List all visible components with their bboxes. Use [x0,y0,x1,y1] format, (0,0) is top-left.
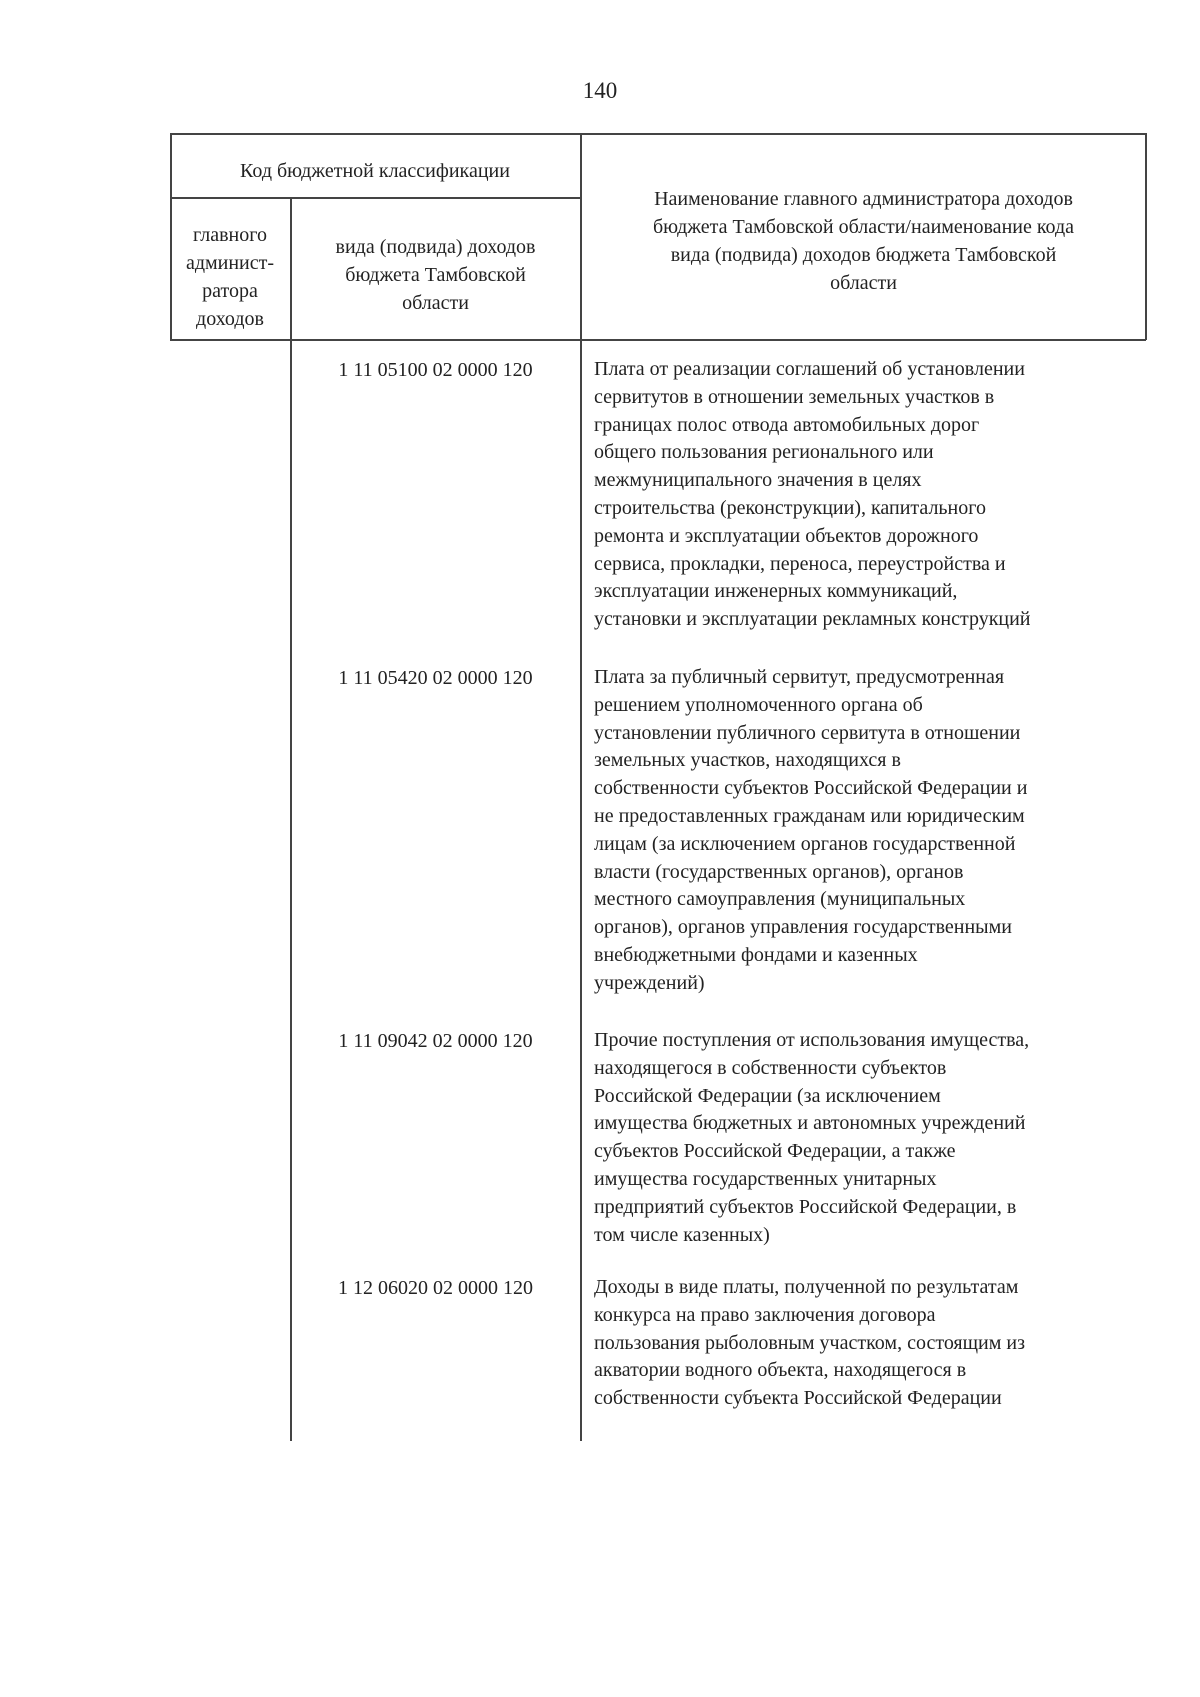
header-income-code-column [291,233,580,317]
text-line: эксплуатации инженерных коммуникаций, [594,580,958,603]
text-line: Доходы в виде платы, полученной по результатам [594,1276,1019,1298]
text-line: строительства (реконструкции), капитального [594,496,986,519]
income-name-cell [594,664,1142,998]
income-name-cell [594,1274,1142,1413]
text-line: общего пользования регионального или [594,441,934,464]
text-line: ремонта и эксплуатации объектов дорожного [594,524,979,547]
header-admin-line: админист- [185,252,275,274]
header-name-line: вида (подвида) доходов бюджета Тамбовской [670,244,1057,266]
text-line: Прочие поступления от использования имущества, [594,1029,1030,1051]
header-subgroup-divider [170,197,580,199]
text-line: решением уполномоченного органа об [594,693,923,716]
header-name-line: области [830,272,897,294]
header-name-line: бюджета Тамбовской области/наименование кода [652,216,1075,238]
header-group-title: Код бюджетной классификации [240,160,510,182]
text-line: акватории водного объекта, находящегося в [594,1359,967,1382]
text-line: сервитутов в отношении земельных участков в [594,385,995,408]
page-number: 140 [582,78,618,103]
header-admin-line: главного [193,224,267,246]
income-name-cell [594,356,1142,634]
text-line: предприятий субъектов Российской Федерации, в [594,1195,1017,1218]
text-line: не предоставленных гражданам или юридическим [594,804,1025,827]
text-line: конкурса на право заключения договора [594,1303,936,1326]
text-line: сервиса, прокладки, переноса, переустройства и [594,552,1006,575]
text-line: Российской Федерации (за исключением [594,1084,941,1107]
text-line: местного самоуправления (муниципальных [594,888,966,911]
header-income-code-line: области [402,292,469,314]
text-line: установлении публичного сервитута в отношении [594,721,1021,744]
income-code-cell: 1 11 09042 02 0000 120 [338,1030,533,1052]
text-line: том числе казенных) [594,1223,770,1246]
income-code-cell: 1 12 06020 02 0000 120 [338,1277,533,1299]
table-top-border [170,133,1146,135]
text-line: установки и эксплуатации рекламных конструкций [594,608,1031,631]
header-bottom-border [170,339,1146,341]
text-line: субъектов Российской Федерации, а также [594,1140,956,1163]
income-name-cell [594,1027,1142,1249]
text-line: власти (государственных органов), органов [594,860,964,883]
header-name-line: Наименование главного администратора доходов [654,188,1073,210]
text-line: пользования рыболовным участком, состоящим из [594,1331,1025,1354]
text-line: лицам (за исключением органов государственной [594,832,1016,855]
text-line: границах полос отвода автомобильных дорог [594,413,980,436]
text-line: учреждений) [594,971,705,994]
text-line: межмуниципального значения в целях [594,469,922,492]
text-line: собственности субъекта Российской Федерации [594,1387,1002,1410]
text-line: органов), органов управления государственными [594,916,1012,939]
header-income-code-line: вида (подвида) доходов [335,236,536,258]
text-line: внебюджетными фондами и казенных [594,943,918,966]
text-line: собственности субъектов Российской Федерации и [594,777,1028,800]
header-name-column [581,185,1146,297]
income-code-cell: 1 11 05420 02 0000 120 [338,667,533,689]
text-line: имущества государственных унитарных [594,1167,937,1190]
text-line: имущества бюджетных и автономных учреждений [594,1112,1026,1135]
header-admin-column [170,221,290,333]
text-line: находящегося в собственности субъектов [594,1056,947,1079]
header-income-code-line: бюджета Тамбовской [345,264,526,286]
text-line: земельных участков, находящихся в [594,749,901,772]
header-admin-line: доходов [196,308,264,330]
header-admin-line: ратора [202,280,258,302]
budget-classification-table [170,133,1146,1441]
text-line: Плата за публичный сервитут, предусмотренная [594,666,1005,688]
column-divider-name [580,133,582,1441]
income-code-cell: 1 11 05100 02 0000 120 [338,359,533,381]
text-line: Плата от реализации соглашений об установлении [594,358,1025,380]
